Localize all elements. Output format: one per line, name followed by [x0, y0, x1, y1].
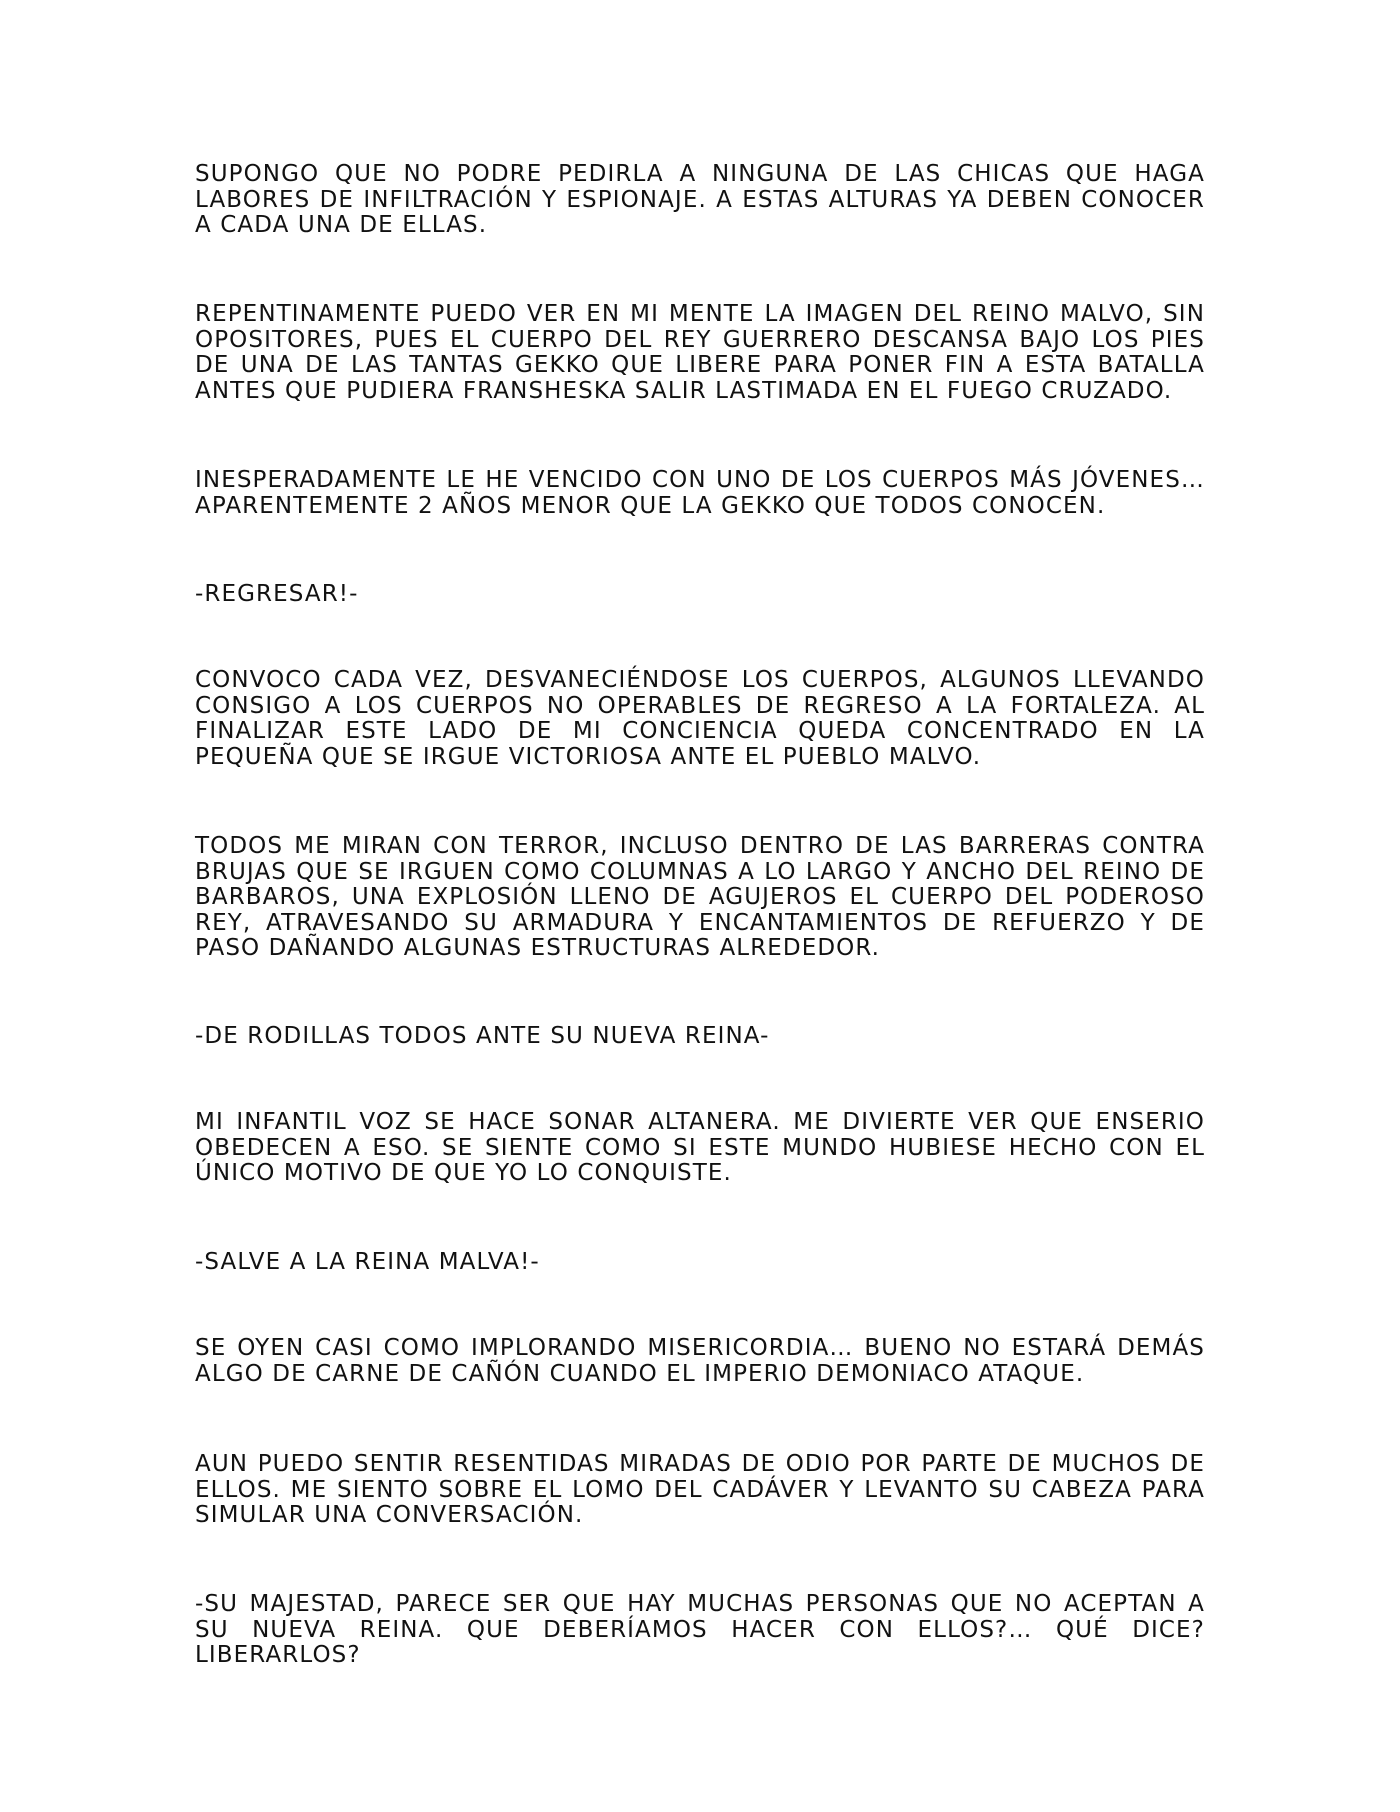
paragraph-4: -REGRESAR!- — [195, 581, 359, 607]
paragraph-6: TODOS ME MIRAN CON TERROR, INCLUSO DENTRO DE LAS BARRERAS CONTRA BRUJAS QUE SE IRGUEN COMO COLUMNAS A LO LARGO Y ANCHO DEL REINO DE BARBAROS, UNA EXPLOSIÓN LLENO DE AGUJEROS EL CUERPO DEL PODEROSO REY, ATRAVESANDO SU ARMADURA Y ENCANTAMIENTOS DE REFUERZO Y DE PASO DAÑANDO ALGUNAS ESTRUCTURAS ALREDEDOR. — [195, 833, 1205, 961]
paragraph-9: -SALVE A LA REINA MALVA!- — [195, 1249, 540, 1275]
paragraph-5: CONVOCO CADA VEZ, DESVANECIÉNDOSE LOS CUERPOS, ALGUNOS LLEVANDO CONSIGO A LOS CUERPOS NO OPERABLES DE REGRESO A LA FORTALEZA. AL FINALIZAR ESTE LADO DE MI CONCIENCIA QUEDA CONCENTRADO EN LA PEQUEÑA QUE SE IRGUE VICTORIOSA ANTE EL PUEBLO MALVO. — [195, 667, 1205, 770]
paragraph-10: SE OYEN CASI COMO IMPLORANDO MISERICORDIA… BUENO NO ESTARÁ DEMÁS ALGO DE CARNE DE CAÑÓN CUANDO EL IMPERIO DEMONIACO ATAQUE. — [195, 1335, 1205, 1387]
paragraph-3: INESPERADAMENTE LE HE VENCIDO CON UNO DE LOS CUERPOS MÁS JÓVENES… APARENTEMENTE 2 AÑOS MENOR QUE LA GEKKO QUE TODOS CONOCEN. — [195, 467, 1205, 519]
paragraph-8: MI INFANTIL VOZ SE HACE SONAR ALTANERA. ME DIVIERTE VER QUE ENSERIO OBEDECEN A ESO. SE SIENTE COMO SI ESTE MUNDO HUBIESE HECHO CON EL ÚNICO MOTIVO DE QUE YO LO CONQUISTE. — [195, 1109, 1205, 1186]
paragraph-12: -SU MAJESTAD, PARECE SER QUE HAY MUCHAS PERSONAS QUE NO ACEPTAN A SU NUEVA REINA. QUE DEBERÍAMOS HACER CON ELLOS?… QUÉ DICE? LIBERARLOS? — [195, 1591, 1205, 1668]
paragraph-1: SUPONGO QUE NO PODRE PEDIRLA A NINGUNA DE LAS CHICAS QUE HAGA LABORES DE INFILTRACIÓN Y ESPIONAJE. A ESTAS ALTURAS YA DEBEN CONOCER A CADA UNA DE ELLAS. — [195, 161, 1205, 238]
paragraph-7: -DE RODILLAS TODOS ANTE SU NUEVA REINA- — [195, 1023, 770, 1049]
paragraph-11: AUN PUEDO SENTIR RESENTIDAS MIRADAS DE ODIO POR PARTE DE MUCHOS DE ELLOS. ME SIENTO SOBRE EL LOMO DEL CADÁVER Y LEVANTO SU CABEZA PARA SIMULAR UNA CONVERSACIÓN. — [195, 1451, 1205, 1528]
paragraph-2: REPENTINAMENTE PUEDO VER EN MI MENTE LA IMAGEN DEL REINO MALVO, SIN OPOSITORES, PUES EL CUERPO DEL REY GUERRERO DESCANSA BAJO LOS PIES DE UNA DE LAS TANTAS GEKKO QUE LIBERE PARA PONER FIN A ESTA BATALLA ANTES QUE PUDIERA FRANSHESKA SALIR LASTIMADA EN EL FUEGO CRUZADO. — [195, 301, 1205, 404]
